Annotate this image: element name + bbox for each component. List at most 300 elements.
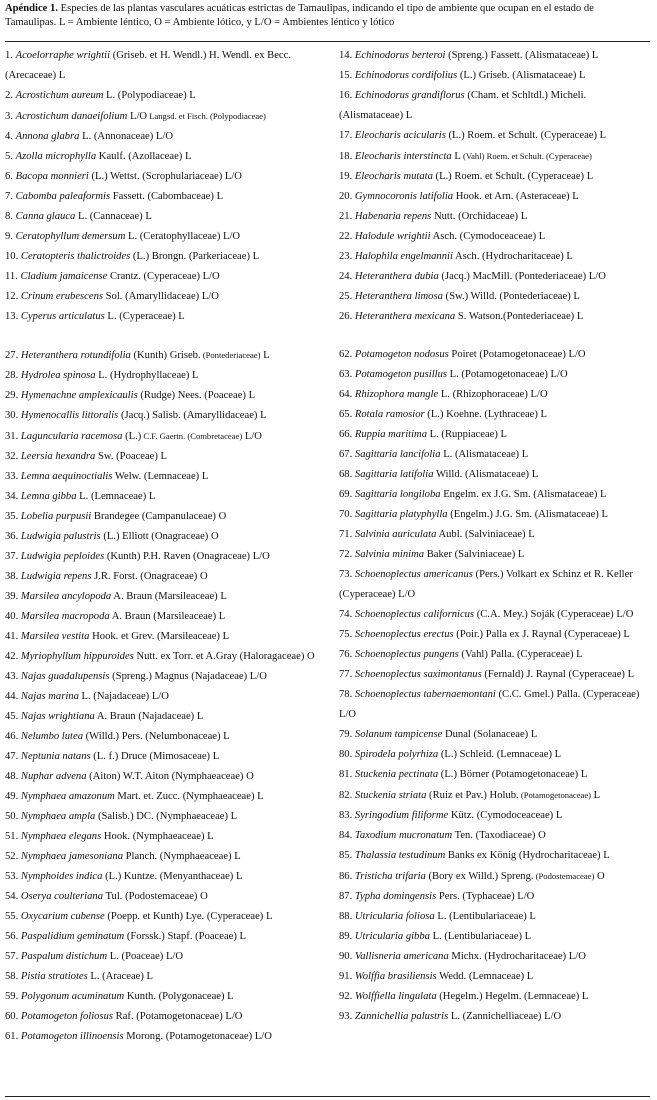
author-family: L. (Hydrophyllaceae) L — [95, 370, 199, 381]
author-family: (Spreng.) Magnus (Najadaceae) L/O — [109, 671, 267, 682]
author-family: L. (Rhizophoraceae) L/O — [438, 389, 548, 400]
species-entry — [339, 267, 651, 287]
species-entry — [5, 106, 327, 127]
species-name: Canna glauca — [15, 211, 76, 222]
entry-number: 28. — [5, 370, 19, 381]
habitat-code: L — [260, 350, 270, 361]
author-family: L. (Cyperaceae) L — [104, 311, 185, 322]
species-name: Heteranthera mexicana — [354, 311, 456, 322]
entry-number: 5. — [5, 151, 13, 162]
species-name: Echinodorus cordifolius — [354, 70, 458, 81]
author-family: L. (Cannaceae) L — [75, 211, 152, 222]
entry-number: 79. — [339, 729, 353, 740]
author-family: Michx. (Hydrocharitaceae) L/O — [448, 951, 586, 962]
species-name: Tristicha trifaria — [354, 871, 426, 882]
author-family: L. (Lentibulariaceae) L — [434, 911, 536, 922]
author-family: (Griseb. et H. Wendl.) H. Wendl. ex Becc. (Arecaceae) L — [5, 50, 291, 81]
author-family: (Forssk.) Stapf. (Poaceae) L — [124, 931, 246, 942]
author-family: Asch. (Cymodoceaceae) L — [430, 231, 546, 242]
species-name: Gymnocoronis latifolia — [354, 191, 454, 202]
author-family: A. Braun (Najadaceae) L — [94, 711, 204, 722]
author-family: Kunth. (Polygonaceae) L — [124, 991, 234, 1002]
entry-number: 53. — [5, 871, 19, 882]
entry-number: 21. — [339, 211, 353, 222]
species-name: Acrostichum danaeifolium — [15, 111, 128, 122]
species-name: Typha domingensis — [354, 891, 437, 902]
species-name: Salvinia minima — [354, 549, 425, 560]
author-family: Sw. (Poaceae) L — [95, 451, 168, 462]
species-name: Polygonum acuminatum — [20, 991, 125, 1002]
species-name: Habenaria repens — [354, 211, 432, 222]
species-name: Heteranthera rotundifolia — [20, 350, 131, 361]
species-entry — [339, 525, 651, 545]
species-name: Acoelorraphe wrightii — [15, 50, 111, 61]
entry-number: 14. — [339, 50, 353, 61]
species-entry — [5, 967, 327, 987]
entry-number: 63. — [339, 369, 353, 380]
entry-number: 6. — [5, 171, 13, 182]
entry-number: 68. — [339, 469, 353, 480]
species-name: Hymenachne amplexicaulis — [20, 390, 138, 401]
species-entry — [5, 607, 327, 627]
entry-number: 7. — [5, 191, 13, 202]
species-name: Solanum tampicense — [354, 729, 443, 740]
entry-number: 61. — [5, 1031, 19, 1042]
author-family: (L.) Schleid. (Lemnaceae) L — [438, 749, 562, 760]
entry-number: 46. — [5, 731, 19, 742]
species-name: Schoenoplectus pungens — [354, 649, 459, 660]
entry-number: 70. — [339, 509, 353, 520]
species-name: Spirodela polyrhiza — [354, 749, 439, 760]
entry-number: 88. — [339, 911, 353, 922]
species-name: Paspalidium geminatum — [20, 931, 125, 942]
entry-number: 29. — [5, 390, 19, 401]
species-name: Sagittaria lancifolia — [354, 449, 441, 460]
species-name: Potamogeton pusillus — [354, 369, 448, 380]
entry-number: 16. — [339, 90, 353, 101]
author-family: (Engelm.) J.G. Sm. (Alismataceae) L — [447, 509, 608, 520]
author-family: Sol. (Amaryllidaceae) L/O — [103, 291, 219, 302]
species-entry — [5, 727, 327, 747]
entry-number: 42. — [5, 651, 19, 662]
species-entry — [5, 187, 327, 207]
entry-number: 78. — [339, 689, 353, 700]
species-entry — [5, 567, 327, 587]
species-name: Najas guadalupensis — [20, 671, 110, 682]
species-name: Crinum erubescens — [20, 291, 103, 302]
species-entry — [339, 187, 651, 207]
species-entry — [339, 725, 651, 745]
author-family: (L.) Wettst. (Scrophulariaceae) L/O — [88, 171, 242, 182]
bottom-rule — [5, 1096, 650, 1097]
author-family: Morong. (Potamogetonaceae) L/O — [123, 1031, 272, 1042]
entry-number: 15. — [339, 70, 353, 81]
species-entry — [5, 227, 327, 247]
author-family: Engelm. ex J.G. Sm. (Alismataceae) L — [440, 489, 607, 500]
author-family: (L.) Brongn. (Parkeriaceae) L — [130, 251, 260, 262]
species-entry — [339, 987, 651, 1007]
entry-number: 54. — [5, 891, 19, 902]
author-family: (L.) Börner (Potamogetonaceae) L — [438, 769, 588, 780]
species-name: Najas marina — [20, 691, 79, 702]
species-name: Eleocharis mutata — [354, 171, 433, 182]
entry-number: 87. — [339, 891, 353, 902]
table-caption — [5, 2, 647, 30]
species-name: Potamogeton illinoensis — [20, 1031, 124, 1042]
entry-number: 77. — [339, 669, 353, 680]
author-family: L/O — [127, 111, 148, 122]
species-entry — [339, 126, 651, 146]
entry-number: 58. — [5, 971, 19, 982]
species-name: Laguncularia racemosa — [20, 431, 123, 442]
species-list-block1-right — [339, 46, 651, 327]
author-family: (Jacq.) Salisb. (Amaryllidaceae) L — [118, 410, 267, 421]
entry-number: 31. — [5, 431, 19, 442]
author-family: (L.) — [122, 431, 142, 442]
entry-number: 71. — [339, 529, 353, 540]
species-entry — [339, 866, 651, 887]
author-family: L. (Polypodiaceae) L — [103, 90, 196, 101]
species-entry — [339, 287, 651, 307]
species-entry — [339, 167, 651, 187]
species-name: Eleocharis acicularis — [354, 130, 446, 141]
species-name: Syringodium filiforme — [354, 810, 449, 821]
entry-number: 4. — [5, 131, 13, 142]
species-entry — [339, 545, 651, 565]
species-entry — [5, 707, 327, 727]
author-family: (Salisb.) DC. (Nymphaeaceae) L — [95, 811, 238, 822]
author-family: Wedd. (Lemnaceae) L — [436, 971, 534, 982]
species-name: Nymphaea elegans — [20, 831, 102, 842]
species-entry — [5, 507, 327, 527]
entry-number: 30. — [5, 410, 19, 421]
author-family-small: C.F. Gaertn. (Combretaceae) — [141, 431, 243, 441]
entry-number: 17. — [339, 130, 353, 141]
entry-number: 82. — [339, 790, 353, 801]
species-entry — [5, 627, 327, 647]
species-name: Rotala ramosior — [354, 409, 425, 420]
species-entry — [339, 907, 651, 927]
species-entry — [339, 927, 651, 947]
species-entry — [5, 587, 327, 607]
author-family-small: (Pontederiaceae) — [200, 350, 261, 360]
species-entry — [5, 807, 327, 827]
species-entry — [339, 227, 651, 247]
author-family: (L.) Roem. et Schult. (Cyperaceae) L — [445, 130, 607, 141]
author-family: L. (Alismataceae) L — [440, 449, 529, 460]
author-family: Banks ex König (Hydrocharitaceae) L — [445, 850, 610, 861]
entry-number: 36. — [5, 531, 19, 542]
entry-number: 19. — [339, 171, 353, 182]
species-name: Halodule wrightii — [354, 231, 431, 242]
author-family: S. Watson.(Pontederiaceae) L — [455, 311, 584, 322]
author-family: Asch. (Hydrocharitaceae) L — [452, 251, 573, 262]
species-name: Nymphoides indica — [20, 871, 103, 882]
author-family: Willd. (Alismataceae) L — [433, 469, 539, 480]
species-name: Annona glabra — [15, 131, 80, 142]
author-family: L. (Araceae) L — [87, 971, 153, 982]
author-family: L. (Zannichelliaceae) L/O — [448, 1011, 562, 1022]
species-name: Ludwigia repens — [20, 571, 92, 582]
author-family: Welw. (Lemnaceae) L — [112, 471, 209, 482]
species-entry — [5, 527, 327, 547]
species-entry — [5, 787, 327, 807]
author-family: L — [451, 151, 461, 162]
species-name: Sagittaria platyphylla — [354, 509, 448, 520]
species-entry — [5, 547, 327, 567]
entry-number: 10. — [5, 251, 19, 262]
author-family: (C.A. Mey.) Soják (Cyperaceae) L/O — [474, 609, 634, 620]
species-name: Ruppia maritima — [354, 429, 428, 440]
entry-number: 45. — [5, 711, 19, 722]
species-list-block2-left — [5, 345, 327, 1047]
author-family: Pers. (Typhaceae) L/O — [436, 891, 535, 902]
species-entry — [5, 287, 327, 307]
species-entry — [339, 947, 651, 967]
entry-number: 38. — [5, 571, 19, 582]
caption-label: Apéndice 1. — [5, 3, 58, 14]
species-entry — [5, 426, 327, 447]
entry-number: 85. — [339, 850, 353, 861]
entry-number: 35. — [5, 511, 19, 522]
entry-number: 22. — [339, 231, 353, 242]
top-rule — [5, 41, 650, 42]
species-name: Eleocharis interstincta — [354, 151, 452, 162]
species-name: Cyperus articulatus — [20, 311, 105, 322]
species-name: Nymphaea amazonum — [20, 791, 115, 802]
entry-number: 12. — [5, 291, 19, 302]
species-entry — [339, 247, 651, 267]
species-name: Hydrolea spinosa — [20, 370, 96, 381]
author-family-small: (Vahl) Roem. et Schult. (Cyperaceae) — [460, 151, 592, 161]
author-family: Hook. (Nymphaeaceae) L — [101, 831, 214, 842]
author-family: (Hegelm.) Hegelm. (Lemnaceae) L — [436, 991, 589, 1002]
species-entry — [5, 267, 327, 287]
author-family: Dunal (Solanaceae) L — [442, 729, 538, 740]
species-entry — [339, 846, 651, 866]
author-family: Hook. et Grev. (Marsileaceae) L — [89, 631, 230, 642]
author-family: Brandegee (Campanulaceae) O — [91, 511, 227, 522]
caption-text: Especies de las plantas vasculares acuáticas estrictas de Tamaulipas, indicando el tipo de ambiente que ocupan en el estado de Tamaulipas. L = Ambiente léntico, O = Ambiente lótico, y L/O = Ambientes léntico y lótico — [5, 3, 594, 28]
entry-number: 25. — [339, 291, 353, 302]
entry-number: 49. — [5, 791, 19, 802]
entry-number: 91. — [339, 971, 353, 982]
author-family: (Spreng.) Fassett. (Alismataceae) L — [445, 50, 599, 61]
author-family: Fassett. (Cabombaceae) L — [110, 191, 224, 202]
species-name: Utricularia foliosa — [354, 911, 435, 922]
author-family: (C.C. Gmel.) Palla. (Cyperaceae) L/O — [339, 689, 640, 720]
species-entry — [339, 806, 651, 826]
entry-number: 33. — [5, 471, 19, 482]
author-family: L. (Poaceae) L/O — [107, 951, 184, 962]
author-family: L. (Potamogetonaceae) L/O — [447, 369, 568, 380]
species-entry — [5, 827, 327, 847]
author-family: Nutt. ex Torr. et A.Gray (Haloragaceae) O — [133, 651, 315, 662]
species-entry — [339, 1007, 651, 1027]
species-name: Najas wrightiana — [20, 711, 95, 722]
species-name: Salvinia auriculata — [354, 529, 437, 540]
species-entry — [339, 826, 651, 846]
species-name: Rhizophora mangle — [354, 389, 439, 400]
species-name: Lobelia purpusii — [20, 511, 92, 522]
species-entry — [339, 146, 651, 167]
species-entry — [339, 765, 651, 785]
author-family: Mart. et. Zucc. (Nymphaeaceae) L — [114, 791, 264, 802]
species-entry — [5, 147, 327, 167]
author-family: Crantz. (Cyperaceae) L/O — [107, 271, 220, 282]
species-name: Neptunia natans — [20, 751, 91, 762]
entry-number: 67. — [339, 449, 353, 460]
species-entry — [339, 385, 651, 405]
species-name: Taxodium mucronatum — [354, 830, 453, 841]
entry-number: 81. — [339, 769, 353, 780]
species-entry — [5, 345, 327, 366]
author-family: Hook. et Arn. (Asteraceae) L — [453, 191, 579, 202]
species-name: Stuckenia pectinata — [354, 769, 439, 780]
entry-number: 75. — [339, 629, 353, 640]
author-family-small: Langsd. et Fisch. (Polypodiaceae) — [147, 111, 266, 121]
species-entry — [5, 447, 327, 467]
species-name: Utricularia gibba — [354, 931, 430, 942]
species-name: Lemna aequinoctialis — [20, 471, 113, 482]
species-name: Pistia stratiotes — [20, 971, 88, 982]
species-entry — [339, 307, 651, 327]
author-family: (Vahl) Palla. (Cyperaceae) L — [458, 649, 583, 660]
author-family: (Sw.) Willd. (Pontederiaceae) L — [442, 291, 580, 302]
entry-number: 90. — [339, 951, 353, 962]
species-name: Echinodorus berteroi — [354, 50, 446, 61]
author-family: J.R. Forst. (Onagraceae) O — [91, 571, 208, 582]
entry-number: 27. — [5, 350, 19, 361]
entry-number: 73. — [339, 569, 353, 580]
entry-number: 18. — [339, 151, 353, 162]
species-name: Thalassia testudinum — [354, 850, 446, 861]
species-entry — [5, 247, 327, 267]
species-entry — [339, 665, 651, 685]
author-family: (Fernald) J. Raynal (Cyperaceae) L — [481, 669, 635, 680]
entry-number: 55. — [5, 911, 19, 922]
species-entry — [339, 485, 651, 505]
species-entry — [5, 847, 327, 867]
entry-number: 50. — [5, 811, 19, 822]
species-name: Nymphaea ampla — [20, 811, 96, 822]
author-family: L. (Lentibulariaceae) L — [429, 931, 532, 942]
species-entry — [339, 605, 651, 625]
species-entry — [339, 425, 651, 445]
species-name: Ceratophyllum demersum — [15, 231, 126, 242]
species-name: Ludwigia palustris — [20, 531, 101, 542]
author-family: (Jacq.) MacMill. (Pontederiaceae) L/O — [438, 271, 606, 282]
species-entry — [5, 366, 327, 386]
author-family: (Cham. et Schltdl.) Micheli. (Alismataceae) L — [339, 90, 587, 121]
species-entry — [339, 625, 651, 645]
entry-number: 56. — [5, 931, 19, 942]
species-name: Sagittaria longiloba — [354, 489, 441, 500]
author-family: (Pers.) Volkart ex Schinz et R. Keller (Cyperaceae) L/O — [339, 569, 633, 600]
entry-number: 9. — [5, 231, 13, 242]
entry-number: 93. — [339, 1011, 353, 1022]
species-name: Heteranthera dubia — [354, 271, 439, 282]
species-entry — [5, 667, 327, 687]
author-family-small: (Podostemaceae) — [533, 871, 595, 881]
species-entry — [339, 207, 651, 227]
author-family: A. Braun (Marsileaceae) L — [109, 611, 226, 622]
species-entry — [339, 505, 651, 525]
author-family: Baker (Salviniaceae) L — [424, 549, 525, 560]
entry-number: 40. — [5, 611, 19, 622]
species-name: Schoenoplectus erectus — [354, 629, 454, 640]
species-entry — [339, 345, 651, 365]
entry-number: 37. — [5, 551, 19, 562]
species-name: Myriophyllum hippuroides — [20, 651, 134, 662]
author-family: (Kunth) P.H. Raven (Onagraceae) L/O — [104, 551, 270, 562]
entry-number: 43. — [5, 671, 19, 682]
author-family: Aubl. (Salviniaceae) L — [436, 529, 535, 540]
species-entry — [5, 687, 327, 707]
species-name: Nelumbo lutea — [20, 731, 83, 742]
author-family: A. Braun (Marsileaceae) L — [111, 591, 227, 602]
species-entry — [5, 987, 327, 1007]
species-entry — [5, 46, 327, 86]
entry-number: 62. — [339, 349, 353, 360]
species-entry — [339, 685, 651, 725]
entry-number: 89. — [339, 931, 353, 942]
entry-number: 3. — [5, 111, 13, 122]
species-entry — [339, 365, 651, 385]
species-name: Marsilea ancylopoda — [20, 591, 112, 602]
species-name: Wolffiella lingulata — [354, 991, 437, 1002]
entry-number: 86. — [339, 871, 353, 882]
species-name: Cladium jamaicense — [20, 271, 108, 282]
species-entry — [5, 406, 327, 426]
author-family: (Bory ex Willd.) Spreng. — [425, 871, 534, 882]
author-family: (Poir.) Palla ex J. Raynal (Cyperaceae) L — [453, 629, 630, 640]
author-family: Raf. (Potamogetonaceae) L/O — [113, 1011, 243, 1022]
species-name: Ceratopteris thalictroides — [20, 251, 131, 262]
species-name: Sagittaria latifolia — [354, 469, 434, 480]
species-name: Zannichellia palustris — [354, 1011, 449, 1022]
author-family: (Poepp. et Kunth) Lye. (Cyperaceae) L — [104, 911, 273, 922]
author-family: Nutt. (Orchidaceae) L — [431, 211, 528, 222]
author-family: (L.) Elliott (Onagraceae) O — [100, 531, 219, 542]
author-family: (L.) Griseb. (Alismataceae) L — [457, 70, 586, 81]
entry-number: 2. — [5, 90, 13, 101]
species-name: Azolla microphylla — [15, 151, 97, 162]
species-entry — [339, 46, 651, 66]
entry-number: 57. — [5, 951, 19, 962]
entry-number: 24. — [339, 271, 353, 282]
species-entry — [5, 487, 327, 507]
species-entry — [5, 907, 327, 927]
species-entry — [5, 127, 327, 147]
author-family-small: (Potamogetonaceae) — [518, 790, 591, 800]
entry-number: 84. — [339, 830, 353, 841]
author-family: Planch. (Nymphaeaceae) L — [123, 851, 241, 862]
species-name: Potamogeton nodosus — [354, 349, 449, 360]
entry-number: 64. — [339, 389, 353, 400]
species-name: Potamogeton foliosus — [20, 1011, 114, 1022]
species-entry — [5, 867, 327, 887]
author-family: (Aiton) W.T. Aiton (Nymphaeaceae) O — [86, 771, 254, 782]
entry-number: 65. — [339, 409, 353, 420]
species-list-block2-right — [339, 345, 651, 1027]
entry-number: 32. — [5, 451, 19, 462]
author-family: L. (Najadaceae) L/O — [78, 691, 169, 702]
author-family: (Kunth) Griseb. — [130, 350, 201, 361]
species-name: Cabomba paleaformis — [15, 191, 111, 202]
entry-number: 41. — [5, 631, 19, 642]
entry-number: 74. — [339, 609, 353, 620]
